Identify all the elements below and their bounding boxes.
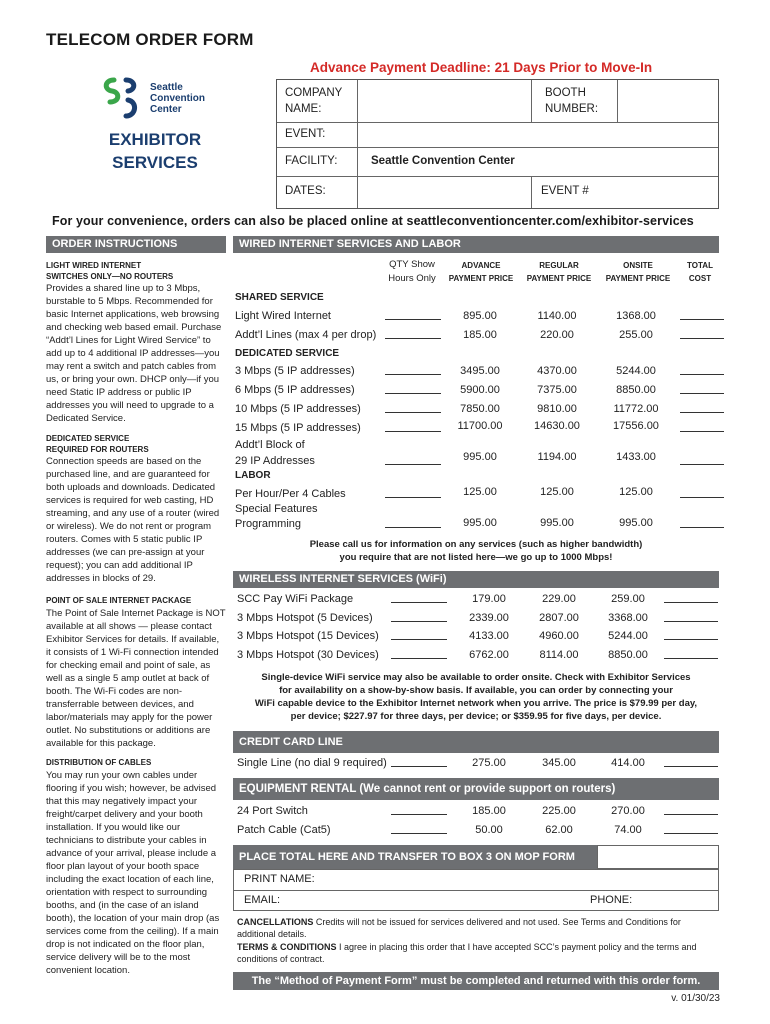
scc-logo-icon [100,76,145,124]
distribution-instructions: DISTRIBUTION OF CABLES You may run your own cables under flooring if you wish; however, be advised that this may negatively impact your freight/carpet delivery and your booth installation. If you would like our technicians to distribute your cables in advance of your arrival, please include a floor plan layout of your booth space including the exact location of each line, orientation with respect to surrounding booths, and (in the case of an island booth), the location of your main drop (as services come from the ceiling). If a main drop is not indicated on the floor plan, service delivery will be to the most convenient location. [46,758,220,976]
regular-price: 4370.00 [537,365,577,377]
advance-price: 50.00 [475,824,503,836]
row-label: Special Features Programming [235,503,318,530]
pos-instructions: POINT OF SALE INTERNET PACKAGE The Point of Sale Internet Package is NOT available at all shows — please contact Exhibitor Services for details. If available, it consists of 1 Wi-Fi connection intended for checking email and point of sale, as well as a single 5 amp outlet at back of booth. The Wi-Fi codes are non-transferrable between devices, and labor/materials may apply for the power outlet. No substitutions or additions are available for this package. [46,596,226,749]
order-info-table [276,79,719,209]
regular-price: 7375.00 [537,384,577,396]
row-label: 24 Port Switch [237,805,308,817]
email-field[interactable] [286,892,586,910]
row-label: 6 Mbps (5 IP addresses) [235,384,355,396]
event-number-label: EVENT # [541,185,589,197]
advance-price: 275.00 [472,757,506,769]
advance-price-header: ADVANCE PAYMENT PRICE [448,261,514,283]
qty-field[interactable] [385,431,441,432]
light-wired-instructions: LIGHT WIRED INTERNET SWITCHES ONLY—NO ROUTERS Provides a shared line up to 3 Mbps, burstable to 5 Mbps. Recommended for basic Internet applications, web browsing and checking web based email. Purchase “Addt’l Lines for Light Wired Service” to add up to 4 additional IP addresses—you may rent a switch and patch cables from us, or bring your own. DHCP only—if you need Static IP address or public IP addresses you will need to upgrade to a Dedicated Service. [46,261,222,424]
labor-heading: LABOR [235,470,271,481]
facility-value: Seattle Convention Center [371,155,515,167]
total-field[interactable] [680,338,724,339]
qty-field[interactable] [391,621,447,622]
onsite-price: 3368.00 [608,612,648,624]
advance-price: 5900.00 [460,384,500,396]
regular-price: 220.00 [540,329,574,341]
total-field[interactable] [664,621,718,622]
onsite-price-header: ONSITE PAYMENT PRICE [605,261,671,283]
qty-field[interactable] [391,814,447,815]
row-label: Per Hour/Per 4 Cables [235,488,346,500]
dedicated-service-heading: DEDICATED SERVICE [235,348,340,359]
row-label: Patch Cable (Cat5) [237,824,331,836]
shared-service-heading: SHARED SERVICE [235,292,324,303]
total-field[interactable] [664,602,718,603]
company-name-field[interactable] [359,82,529,120]
advance-price: 3495.00 [460,365,500,377]
advance-price: 185.00 [472,805,506,817]
total-field[interactable] [680,464,724,465]
regular-price: 62.00 [545,824,573,836]
phone-label: PHONE: [590,894,633,906]
regular-price: 229.00 [542,593,576,605]
qty-header: QTY Show Hours Only [388,259,436,284]
qty-field[interactable] [391,658,447,659]
qty-field[interactable] [385,393,441,394]
total-field[interactable] [680,497,724,498]
row-label: Single Line (no dial 9 required) [237,757,387,769]
row-label: Light Wired Internet [235,310,331,322]
regular-price-header: REGULAR PAYMENT PRICE [526,261,592,283]
regular-price: 345.00 [542,757,576,769]
onsite-price: 1433.00 [616,451,656,463]
company-name-label: COMPANY NAME: [285,87,343,115]
onsite-price: 259.00 [611,593,645,605]
event-label: EVENT: [285,128,326,140]
advance-price: 11700.00 [457,420,503,432]
onsite-price: 5244.00 [616,365,656,377]
advance-price: 7850.00 [460,403,500,415]
terms-conditions-text: TERMS & CONDITIONS I agree in placing this order that I have accepted SCC’s payment policy and the terms and conditions of contract. [237,942,697,964]
total-field[interactable] [680,374,724,375]
wifi-onsite-note: Single-device WiFi service may also be available to order onsite. Check with Exhibitor Services for availability on a show-by-show basis. If available, you can order by connecting your WiFi capable device to the Exhibitor Internet network when you arrive. The price is $79.99 per day, per device; $227.97 for three days, per device; or $359.95 for five days, per device. [254,672,698,722]
dates-field[interactable] [359,178,529,206]
email-label: EMAIL: [244,894,281,906]
total-field[interactable] [664,639,718,640]
grand-total-field[interactable] [597,845,719,869]
qty-field[interactable] [385,464,441,465]
qty-field[interactable] [391,639,447,640]
row-label: 3 Mbps (5 IP addresses) [235,365,355,377]
qty-field[interactable] [385,412,441,413]
total-field[interactable] [664,833,718,834]
advance-price: 4133.00 [469,630,509,642]
dates-label: DATES: [285,185,326,197]
advance-price: 895.00 [463,310,497,322]
place-total-bar: PLACE TOTAL HERE AND TRANSFER TO BOX 3 ON MOP FORM [233,845,597,869]
onsite-price: 995.00 [619,517,653,529]
onsite-price: 414.00 [611,757,645,769]
print-name-field[interactable] [319,871,715,889]
credit-card-line-bar: CREDIT CARD LINE [233,731,719,753]
regular-price: 995.00 [540,517,574,529]
regular-price: 14630.00 [534,420,580,432]
qty-field[interactable] [391,833,447,834]
onsite-price: 270.00 [611,805,645,817]
regular-price: 9810.00 [537,403,577,415]
row-label: 3 Mbps Hotspot (5 Devices) [237,612,373,624]
contact-box [233,869,719,911]
booth-number-field[interactable] [619,82,715,120]
qty-field[interactable] [385,527,441,528]
regular-price: 225.00 [542,805,576,817]
form-title: TELECOM ORDER FORM [46,30,254,49]
qty-field[interactable] [391,766,447,767]
event-field[interactable] [359,124,715,146]
row-label: Addt’l Block of 29 IP Addresses [235,439,315,467]
row-label: Addt’l Lines (max 4 per drop) [235,329,377,341]
phone-field[interactable] [638,892,716,910]
onsite-price: 5244.00 [608,630,648,642]
qty-field[interactable] [391,602,447,603]
advance-price: 995.00 [463,451,497,463]
regular-price: 1194.00 [537,451,577,463]
onsite-price: 17556.00 [613,420,659,432]
advance-price: 179.00 [472,593,506,605]
total-field[interactable] [680,412,724,413]
onsite-price: 8850.00 [608,649,648,661]
qty-field[interactable] [385,338,441,339]
equipment-rental-bar: EQUIPMENT RENTAL (We cannot rent or provide support on routers) [233,778,719,800]
facility-label: FACILITY: [285,155,338,167]
advance-price: 995.00 [463,517,497,529]
onsite-price: 74.00 [614,824,642,836]
advance-price: 125.00 [463,486,497,498]
regular-price: 2807.00 [539,612,579,624]
logo-wordmark: Seattle Convention Center [150,82,205,115]
exhibitor-services-heading: EXHIBITOR SERVICES [108,130,202,172]
onsite-price: 125.00 [619,486,653,498]
print-name-label: PRINT NAME: [244,873,315,885]
regular-price: 4960.00 [539,630,579,642]
total-field[interactable] [680,431,724,432]
onsite-price: 11772.00 [613,403,659,415]
regular-price: 1140.00 [537,310,577,322]
onsite-price: 1368.00 [616,310,656,322]
row-label: 3 Mbps Hotspot (15 Devices) [237,630,379,642]
row-label: 15 Mbps (5 IP addresses) [235,422,361,434]
onsite-price: 255.00 [619,329,653,341]
wired-services-bar: WIRED INTERNET SERVICES AND LABOR [233,236,719,253]
cancellations-text: CANCELLATIONS Credits will not be issued for services delivered and not used. See Terms and Conditions for additional details. [237,917,681,939]
regular-price: 8114.00 [539,649,579,661]
total-cost-header: TOTAL COST [687,261,713,283]
onsite-price: 8850.00 [616,384,656,396]
advance-price: 6762.00 [469,649,509,661]
qty-field[interactable] [385,319,441,320]
total-field[interactable] [680,527,724,528]
regular-price: 125.00 [540,486,574,498]
total-field[interactable] [680,319,724,320]
qty-field[interactable] [385,374,441,375]
total-field[interactable] [664,658,718,659]
method-of-payment-bar: The “Method of Payment Form” must be completed and returned with this order form. [233,972,719,990]
version-label: v. 01/30/23 [671,993,720,1004]
deadline-notice: Advance Payment Deadline: 21 Days Prior to Move-In [310,60,653,75]
row-label: 3 Mbps Hotspot (30 Devices) [237,649,379,661]
dedicated-instructions: DEDICATED SERVICE REQUIRED FOR ROUTERS Connection speeds are based on the purchased line, and are guaranteed for both uploads and downloads. Dedicated services is required for web casting, HD streaming, and any use of a router (wired or wireless). We do not rent or program routers. Comes with 5 static public IP addresses (we can pre-assign at your request); you can add additional IP addresses in blocks of 29. [46,434,220,584]
total-field[interactable] [664,814,718,815]
online-order-note: For your convenience, orders can also be placed online at seattleconventioncenter.com/exhibitor-services [52,214,694,228]
qty-field[interactable] [385,497,441,498]
row-label: SCC Pay WiFi Package [237,593,354,605]
advance-price: 185.00 [463,329,497,341]
booth-number-label: BOOTH NUMBER: [545,87,599,115]
total-field[interactable] [664,766,718,767]
event-number-field[interactable] [597,178,715,206]
row-label: 10 Mbps (5 IP addresses) [235,403,361,415]
advance-price: 2339.00 [469,612,509,624]
wireless-services-bar: WIRELESS INTERNET SERVICES (WiFi) [233,571,719,588]
order-instructions-bar: ORDER INSTRUCTIONS [46,236,226,253]
bandwidth-note: Please call us for information on any services (such as higher bandwidth) you require that are not listed here—we go up to 1000 Mbps! [309,539,643,563]
total-field[interactable] [680,393,724,394]
